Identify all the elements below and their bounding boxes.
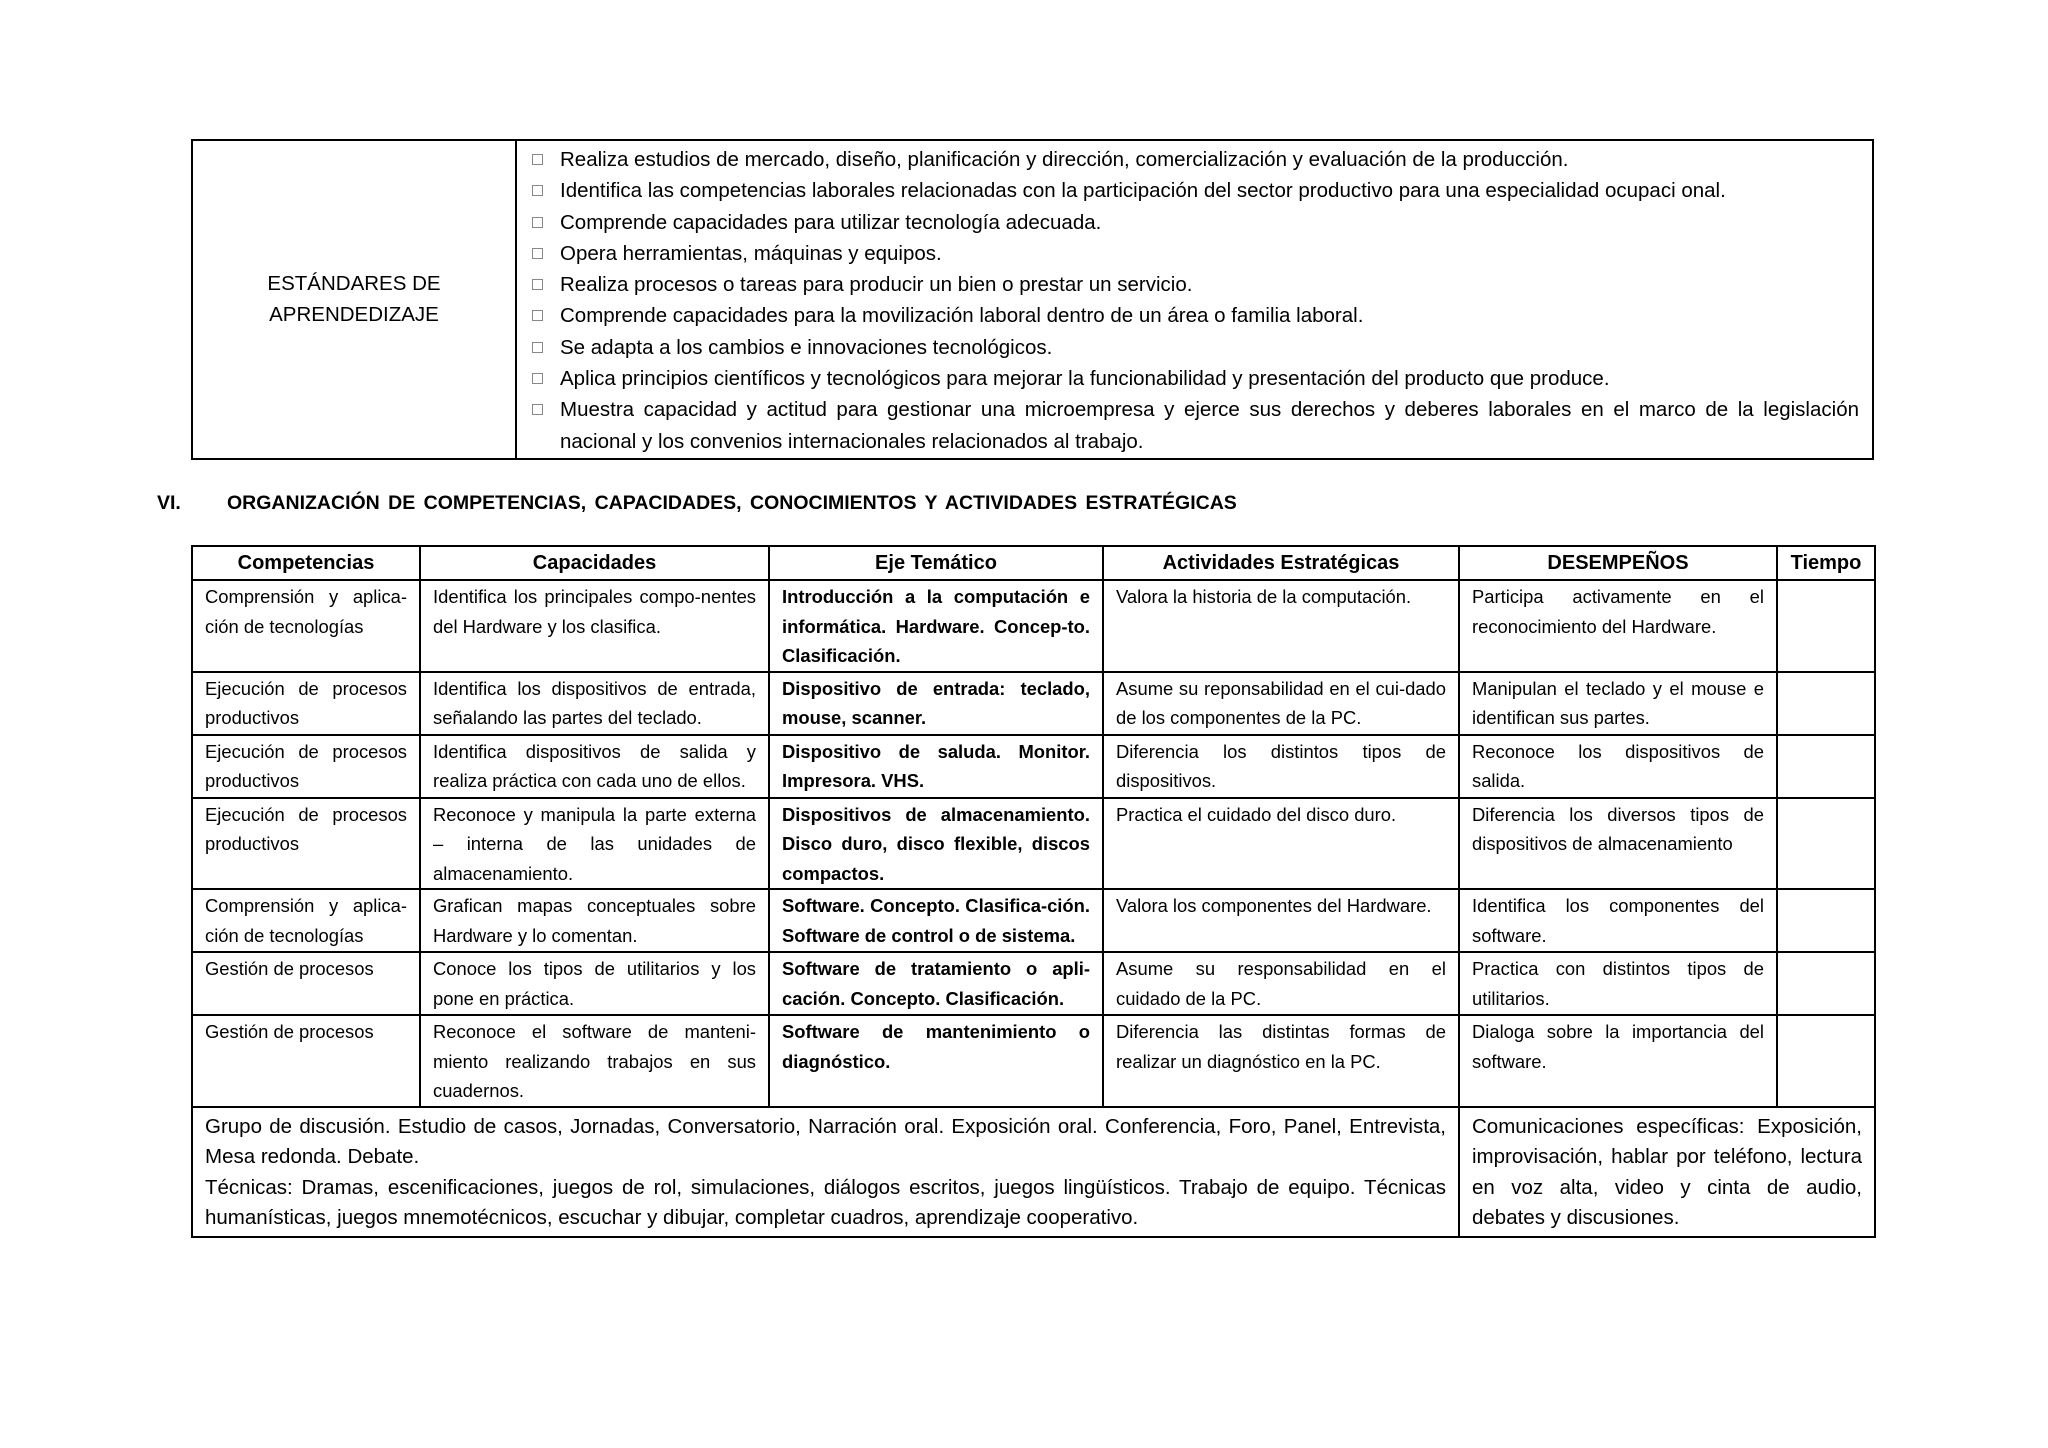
standards-item-text: Aplica principios científicos y tecnológicos para mejorar la funcionabilidad y presentación del producto que produce. xyxy=(560,367,1610,391)
standards-item xyxy=(530,207,1859,238)
cell-actividad: Practica el cuidado del disco duro. xyxy=(1103,798,1459,890)
standards-item xyxy=(530,363,1859,394)
cell-tiempo xyxy=(1777,889,1875,952)
cell-actividad: Diferencia los distintos tipos de dispositivos. xyxy=(1103,735,1459,798)
standards-item-text: Opera herramientas, máquinas y equipos. xyxy=(560,241,942,265)
footer-techniques-line-2: Técnicas: Dramas, escenificaciones, juegos de rol, simulaciones, diálogos escritos, juegos lingüísticos. Trabajo de equipo. Técnicas humanísticas, juegos mnemotécnicos, escuchar y dibujar, completar cuadros, aprendizaje cooperativo. xyxy=(205,1175,1446,1229)
table-row xyxy=(192,580,1875,672)
table-row xyxy=(192,889,1875,952)
cell-desempeno: Reconoce los dispositivos de salida. xyxy=(1459,735,1777,798)
cell-competencia: Comprensión y aplica-ción de tecnologías xyxy=(192,889,420,952)
checkbox-icon xyxy=(532,248,543,259)
standards-item xyxy=(530,394,1859,457)
cell-desempeno: Dialoga sobre la importancia del software. xyxy=(1459,1015,1777,1107)
checkbox-icon xyxy=(532,373,543,384)
standards-item xyxy=(530,300,1859,331)
cell-capacidad: Grafican mapas conceptuales sobre Hardware y lo comentan. xyxy=(420,889,769,952)
table-row xyxy=(192,735,1875,798)
cell-eje-tematico: Software de mantenimiento o diagnóstico. xyxy=(769,1015,1103,1107)
cell-tiempo xyxy=(1777,672,1875,735)
standards-row xyxy=(192,140,1873,459)
cell-capacidad: Identifica dispositivos de salida y realiza práctica con cada uno de ellos. xyxy=(420,735,769,798)
header-tiempo: Tiempo xyxy=(1777,546,1875,580)
cell-competencia: Ejecución de procesos productivos xyxy=(192,735,420,798)
standards-item xyxy=(530,238,1859,269)
competencies-body xyxy=(192,580,1875,1107)
cell-eje-tematico: Introducción a la computación e informática. Hardware. Concep-to. Clasificación. xyxy=(769,580,1103,672)
header-actividades: Actividades Estratégicas xyxy=(1103,546,1459,580)
cell-competencia: Gestión de procesos xyxy=(192,1015,420,1107)
standards-item xyxy=(530,175,1859,206)
standards-label-cell xyxy=(192,140,516,459)
cell-competencia: Gestión de procesos xyxy=(192,952,420,1015)
footer-techniques-cell xyxy=(192,1107,1459,1237)
table-row xyxy=(192,952,1875,1015)
cell-competencia: Ejecución de procesos productivos xyxy=(192,672,420,735)
cell-eje-tematico: Dispositivos de almacenamiento. Disco duro, disco flexible, discos compactos. xyxy=(769,798,1103,890)
footer-communications-cell: Comunicaciones específicas: Exposición, improvisación, hablar por teléfono, lectura en voz alta, video y cinta de audio, debates y discusiones. xyxy=(1459,1107,1875,1237)
standards-label-line-1: ESTÁNDARES DE xyxy=(267,272,441,296)
cell-tiempo xyxy=(1777,798,1875,890)
cell-capacidad: Identifica los principales compo-nentes del Hardware y los clasifica. xyxy=(420,580,769,672)
cell-desempeno: Participa activamente en el reconocimiento del Hardware. xyxy=(1459,580,1777,672)
cell-competencia: Ejecución de procesos productivos xyxy=(192,798,420,890)
cell-competencia: Comprensión y aplica-ción de tecnologías xyxy=(192,580,420,672)
checkbox-icon xyxy=(532,154,543,165)
cell-eje-tematico: Software de tratamiento o apli-cación. Concepto. Clasificación. xyxy=(769,952,1103,1015)
header-desempenos: DESEMPEÑOS xyxy=(1459,546,1777,580)
cell-actividad: Asume su responsabilidad en el cuidado de la PC. xyxy=(1103,952,1459,1015)
competencies-table xyxy=(191,545,1876,1238)
standards-item-text: Muestra capacidad y actitud para gestionar una microempresa y ejerce sus derechos y deberes laborales en el marco de la legislación nacional y los convenios internacionales relacionados al trabajo. xyxy=(560,398,1859,453)
standards-item-text: Comprende capacidades para la movilización laboral dentro de un área o familia laboral. xyxy=(560,304,1364,328)
standards-item-text: Identifica las competencias laborales relacionadas con la participación del sector productivo para una especialidad ocupaci onal. xyxy=(560,179,1726,203)
section-number: VI. xyxy=(157,492,181,514)
standards-item-text: Realiza procesos o tareas para producir un bien o prestar un servicio. xyxy=(560,273,1193,297)
checkbox-icon xyxy=(532,279,543,290)
checkbox-icon xyxy=(532,404,543,415)
standards-item xyxy=(530,332,1859,363)
section-title: ORGANIZACIÓN DE COMPETENCIAS, CAPACIDADES, CONOCIMIENTOS Y ACTIVIDADES ESTRATÉGICAS xyxy=(227,492,1237,514)
table-row xyxy=(192,798,1875,890)
cell-desempeno: Manipulan el teclado y el mouse e identifican sus partes. xyxy=(1459,672,1777,735)
header-capacidades: Capacidades xyxy=(420,546,769,580)
table-row xyxy=(192,1015,1875,1107)
cell-tiempo xyxy=(1777,952,1875,1015)
cell-tiempo xyxy=(1777,580,1875,672)
cell-tiempo xyxy=(1777,735,1875,798)
cell-desempeno: Diferencia los diversos tipos de dispositivos de almacenamiento xyxy=(1459,798,1777,890)
cell-capacidad: Reconoce el software de manteni-miento realizando trabajos en sus cuadernos. xyxy=(420,1015,769,1107)
standards-list xyxy=(518,142,1871,457)
cell-tiempo xyxy=(1777,1015,1875,1107)
cell-actividad: Asume su reponsabilidad en el cui-dado de los componentes de la PC. xyxy=(1103,672,1459,735)
standards-label-line-2: APRENDEDIZAJE xyxy=(269,303,439,327)
header-eje-tematico: Eje Temático xyxy=(769,546,1103,580)
standards-item-text: Se adapta a los cambios e innovaciones tecnológicos. xyxy=(560,335,1053,359)
cell-desempeno: Identifica los componentes del software. xyxy=(1459,889,1777,952)
standards-item xyxy=(530,269,1859,300)
cell-eje-tematico: Dispositivo de entrada: teclado, mouse, scanner. xyxy=(769,672,1103,735)
checkbox-icon xyxy=(532,310,543,321)
checkbox-icon xyxy=(532,342,543,353)
footer-row xyxy=(192,1107,1875,1237)
cell-actividad: Valora los componentes del Hardware. xyxy=(1103,889,1459,952)
standards-item-text: Realiza estudios de mercado, diseño, planificación y dirección, comercialización y evaluación de la producción. xyxy=(560,148,1569,171)
checkbox-icon xyxy=(532,217,543,228)
cell-capacidad: Conoce los tipos de utilitarios y los pone en práctica. xyxy=(420,952,769,1015)
header-row xyxy=(192,546,1875,580)
header-competencias: Competencias xyxy=(192,546,420,580)
cell-actividad: Diferencia las distintas formas de realizar un diagnóstico en la PC. xyxy=(1103,1015,1459,1107)
standards-item xyxy=(530,144,1859,175)
cell-desempeno: Practica con distintos tipos de utilitarios. xyxy=(1459,952,1777,1015)
table-row xyxy=(192,672,1875,735)
checkbox-icon xyxy=(532,185,543,196)
section-heading xyxy=(157,489,1877,517)
cell-eje-tematico: Software. Concepto. Clasifica-ción. Software de control o de sistema. xyxy=(769,889,1103,952)
footer-techniques-line-1: Grupo de discusión. Estudio de casos, Jornadas, Conversatorio, Narración oral. Exposición oral. Conferencia, Foro, Panel, Entrevista, Mesa redonda. Debate. xyxy=(205,1114,1446,1168)
standards-list-cell xyxy=(516,140,1873,459)
standards-item-text: Comprende capacidades para utilizar tecnología adecuada. xyxy=(560,210,1102,234)
cell-capacidad: Reconoce y manipula la parte externa – interna de las unidades de almacenamiento. xyxy=(420,798,769,890)
cell-actividad: Valora la historia de la computación. xyxy=(1103,580,1459,672)
cell-eje-tematico: Dispositivo de saluda. Monitor. Impresora. VHS. xyxy=(769,735,1103,798)
standards-table xyxy=(191,139,1874,460)
cell-capacidad: Identifica los dispositivos de entrada, señalando las partes del teclado. xyxy=(420,672,769,735)
